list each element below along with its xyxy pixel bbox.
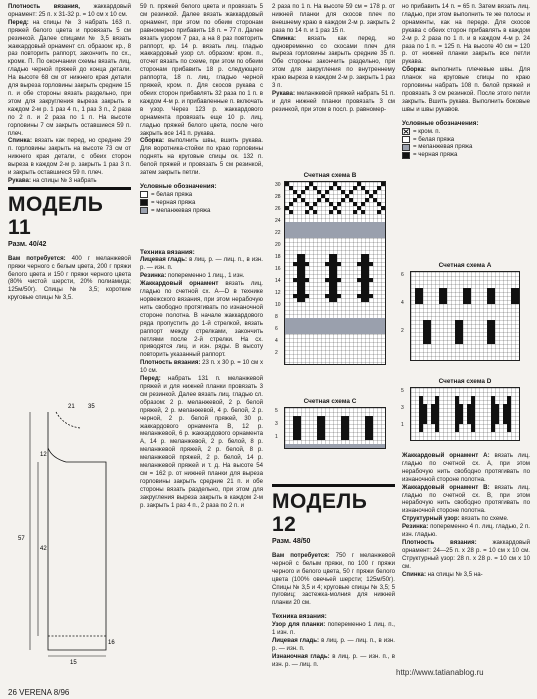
legend-item-edge: = кром. п. [402, 128, 530, 136]
chart-cell [361, 202, 365, 206]
chart-row-label: 28 [275, 194, 281, 200]
chart-row-label: 8 [275, 314, 278, 320]
paragraph-structure: Структурный узор: вязать по схеме. [402, 515, 509, 523]
chart-cell [423, 420, 427, 424]
paragraph-jacquard: Жаккардовый орнамент вязать лиц. гладью по счетной сх. А—D в технике норвежского вязания, при этом нерабочую нить свободно протягивать по изнаночной стороне полотна. В начале жаккардового ряда пропустить до 1-й стрелкой, вязать раппорт между стрелками, закончить петлями после 2-й стрелки. На сх. приводятся лиц. и изн. ряды. В высоту повторить указанный раппорт. [140, 280, 263, 359]
chart-cell [365, 298, 369, 302]
chart-cell [515, 300, 519, 304]
legend-item-black-12: = черная пряжа [402, 151, 530, 159]
chart-b-grid [275, 181, 386, 365]
white-swatch-icon [402, 136, 410, 143]
chart-row-label: 14 [275, 278, 281, 284]
column-4-lower [402, 452, 530, 579]
column-4 [402, 3, 530, 159]
chart-cell [369, 278, 373, 282]
chart-cell [491, 428, 495, 432]
pattern-label-width: 15 [70, 660, 77, 666]
paragraph-front-11: Перед: набрать 131 п. меланжевой пряжей и для нижней планки провязать 3 см резинкой. Далее вязать лиц. гладью сл. образом: 2 р. меланжевой, 2 р. белой пряжей, 2 р. меланжевой, 4 р. белой, 2 р. черной, 2 р. белой пряжей, 30 р. жаккардового орнамента В, 12 р. меланжевой, 6 р. жаккардового орнамента А, 14 р. меланжевой, 2 р. белой, 8 р. меланжевой пряжей, 2 р. белой, 8 р. меланжевой пряжей, 2 р. белой, 14 р. меланжевой пряжей и т. д. На высоте 54 см = 162 р. от нижней планки для выреза горловины закрыть средние 21 п. и обе стороны вязать раздельно, при этом для закругления выреза закрыть в каждом 2-м р. закрыть 1 раз 4 п., 2 раза по 2 п. и [140, 375, 263, 509]
chart-row-label: 4 [401, 300, 404, 306]
paragraph-band: Узор для планки: попеременно 1 лиц. п., 1 изн. п. [272, 621, 395, 637]
chart-cell [459, 420, 463, 424]
paragraph-density: Плотность вязания, жаккардовый орнамент: 25 п. x 31-32 р. = 10 см x 10 см. [8, 3, 131, 18]
chart-cell [297, 436, 301, 440]
chart-cell [305, 294, 309, 298]
pattern-neckline [56, 412, 80, 428]
chart-cell [369, 436, 373, 440]
chart-cell [495, 420, 499, 424]
chart-cell [337, 202, 341, 206]
paragraph-stockinette-12: Лицевая гладь: в лиц. р. — лиц. п., в изн. р. — изн. п. [272, 636, 395, 652]
page-footer: 26 VERENA 8/96 [8, 688, 70, 697]
pattern-label-armhole: 12 [40, 452, 47, 458]
model-11-title: МОДЕЛЬ 11 [8, 187, 131, 239]
chart-cell [491, 340, 495, 344]
edge-stitch-icon [402, 128, 410, 135]
chart-row-label: 22 [275, 230, 281, 236]
pattern-label-neck: 21 [68, 404, 75, 410]
chart-row-label: 26 [275, 206, 281, 212]
chart-row-label: 2 [275, 350, 278, 356]
chart-row-label: 24 [275, 218, 281, 224]
column-2 [140, 3, 263, 509]
chart-cell [507, 428, 511, 432]
chart-cell [305, 210, 309, 214]
paragraph-rib: Резинка: попеременно 1 лиц., 1 изн. [140, 272, 245, 280]
chart-row-label: 10 [275, 302, 281, 308]
chart-cell [381, 182, 385, 186]
pattern-front-outline [48, 412, 106, 650]
chart-row-label: 5 [401, 388, 404, 394]
chart-cell [381, 234, 385, 238]
paragraph-front: Перед: на спицы № 3 набрать 163 п. пряжей белого цвета и провязать 5 см резинкой. Далее спицами № 3,5 вязать жаккардовый орнамент сл. образом: кр., 8 раз повторить раппорт, закончить по сх., кромк. П. По окончании схемы вязать лиц. гладью черной пряжей до конца детали. На высоте 68 см от нижнего края детали для выреза горловины закрыть средние 15 п. и обе стороны вязать раздельно, при этом для закругления выреза закрыть в каждом 2-м р. 1 раз 4 п., 1 раз 3 п., 2 раза по 2 п. и 2 раза по 1 п. На высоте горловины 7 см закрыть оставшиеся 59 п. плеч. [8, 18, 131, 137]
chart-cell [305, 278, 309, 282]
legend-item-black: = черная пряжа [140, 199, 263, 207]
chart-a [400, 262, 530, 361]
white-swatch-icon [140, 191, 148, 198]
paragraph-jacquard-b: Жаккардовый орнамент В: вязать лиц. гладью по счетной сх. В, при этом нерабочую нить свободно протягивать по изнаночной стороне полотна. [402, 483, 530, 515]
chart-cell [337, 210, 341, 214]
chart-row-label: 6 [401, 272, 404, 278]
chart-cell [381, 444, 385, 448]
paragraph-back-12: Спинка: на спицы № 3,5 на- [402, 570, 483, 578]
chart-cell [337, 278, 341, 282]
technique-title-11: Техника вязания: [140, 248, 195, 256]
chart-cell [321, 436, 325, 440]
chart-cell [333, 298, 337, 302]
chart-cell [435, 428, 439, 432]
paragraph-assembly-12: Сборка: выполнить плечевые швы. Для планок на круговые спицы по краю горловины набрать 108 п. белой пряжей и провязать 3 см резинкой. После этого петли закрыть. Вшить рукава. Выполнить боковые швы и швы рукавов. [402, 66, 530, 113]
legend-item-melange-12: = меланжевая пряжа [402, 143, 530, 151]
chart-row-label: 3 [401, 405, 404, 411]
paragraph-sleeves-cont: 59 п. пряжей белого цвета и провязать 5 см резинкой. Далее вязать жаккардовый орнамент, при этом по обеим сторонам равномерно прибавить 18 п. = 77 п. Далее вязать узором 7 раз, а на 8 раз повторить раппорт, кр. 14 р. вязать лиц. гладью жаккардовый узор сл. образом: кром. п., отсчет вязать по схеме, при этом по обеим сторонам прибавить 18 р. следующего раппорта, 18 п. лиц. гладью черной пряжей, кром. п. Для скосов рукава с обеих сторон прибавлять 32 раза по 1 п. в каждом 4-м р. и прибавленные п. включать в узор. Через 123 р. жаккардового орнамента провязать еще 10 р. лиц. гладью пряжей белого цвета, после чего закрыть все 141 п. рукава. [140, 3, 263, 137]
column-3 [272, 3, 395, 114]
chart-cell [443, 300, 447, 304]
chart-cell [305, 186, 309, 190]
paragraph-sleeves: Рукава: на спицы № 3 набрать [8, 176, 97, 184]
melange-swatch-icon [140, 207, 148, 214]
paragraph-rib-12: Резинка: попеременно 4 п. лиц. гладью, 2 п. изн. гладью. [402, 523, 530, 539]
chart-cell [427, 340, 431, 344]
chart-cell [329, 186, 333, 190]
chart-cell [301, 298, 305, 302]
chart-cell [377, 186, 381, 190]
chart-cell [381, 330, 385, 334]
chart-cell [381, 206, 385, 210]
chart-cell [353, 210, 357, 214]
chart-cell [455, 428, 459, 432]
paragraph-materials-11: Вам потребуется: 400 г меланжевой пряжи черного с белым цвета, 200 г пряжи белого цвета и 150 г пряжи черного цвета (80% чистой шерсти, 20% полиамида; 125м/50г). Спицы № 3,5; короткие круговые спицы № 3,5. [8, 254, 131, 302]
legend-title-11: Условные обозначения: [140, 182, 217, 190]
chart-row-label: 16 [275, 266, 281, 272]
model-12-title: МОДЕЛЬ 12 [272, 484, 395, 536]
paragraph-back: Спинка: вязать как перед, но средние 29 п. горловины закрыть на высоте 73 см от нижнего края детали, с обеих сторон выреза в каждом 2-м р. закрыть 1 раз 3 п. и закрыть оставшиеся 59 п. плеч. [8, 137, 131, 177]
paragraph-assembly-11: Сборка: выполнить швы, вшить рукава. Для воротника-стойки по краю горловины поднять на круговые спицы ок. 132 п. белой пряжей и провязать 5 см резинкой, затем закрыть петли. [140, 137, 263, 177]
chart-cell [313, 210, 317, 214]
chart-row-label: 1 [275, 434, 278, 440]
chart-cell [305, 262, 309, 266]
pattern-label-body: 42 [40, 546, 47, 552]
chart-cell [337, 262, 341, 266]
chart-cell [313, 202, 317, 206]
technique-title-12: Техника вязания: [272, 613, 327, 621]
chart-c-grid [275, 407, 386, 449]
paragraph-reverse-stockinette: Изнаночная гладь: в лиц. р. — изн. п., в изн. р. — лиц. п. [272, 652, 395, 668]
chart-row-label: 18 [275, 254, 281, 260]
legend-item-melange: = меланжевая пряжа [140, 207, 263, 215]
chart-d-title: Счетная схема D [438, 378, 492, 385]
model-12-size: Разм. 48/50 [272, 538, 311, 545]
paragraph-stockinette: Лицевая гладь: в лиц. р. — лиц. п., в изн. р. — изн. п. [140, 256, 263, 272]
chart-cell [369, 262, 373, 266]
chart-cell [369, 294, 373, 298]
chart-a-grid [401, 271, 520, 361]
chart-row-label: 4 [275, 338, 278, 344]
black-swatch-icon [402, 152, 410, 159]
chart-row-label: 5 [275, 408, 278, 414]
melange-swatch-icon [402, 144, 410, 151]
chart-cell [289, 202, 293, 206]
model-11-size: Разм. 40/42 [8, 240, 47, 248]
chart-cell [329, 210, 333, 214]
chart-row-label: 20 [275, 242, 281, 248]
chart-row-label: 1 [401, 422, 404, 428]
chart-cell [345, 436, 349, 440]
chart-d-grid [401, 387, 520, 441]
chart-cell [337, 294, 341, 298]
chart-cell [419, 428, 423, 432]
paragraph-density-12: Плотность вязания: жаккардовый орнамент: 24—25 п. x 28 р. = 10 см x 10 см. Структурный узор: 28 п. x 28 р. = 10 см x 10 см. [402, 538, 531, 570]
chart-cell [377, 210, 381, 214]
chart-cell [289, 210, 293, 214]
paragraph-back-11: Спинка: вязать как перед, но одновременно со скосами плеч для выреза горловины закрыть средние 35 п. Обе стороны закончить раздельно, при этом для закругления по внутреннему краю выреза в каждом 2-м р. закрыть 1 раз 3 п. [272, 34, 395, 90]
chart-cell [349, 190, 353, 194]
chart-row-label: 6 [275, 326, 278, 332]
paragraph-materials-12: Вам потребуется: 750 г меланжевой черной с белым пряжи, по 100 г пряжи черного и белого цвета, 50 г пряжи белого цвета (100% овечьей шерсти; 125м/50г). Спицы № 3,5 и 4; круговые спицы № 3,5; 5 пуговиц; застежка-молния для нижней планки 20 см. [272, 551, 395, 607]
chart-cell [341, 198, 345, 202]
chart-cell [353, 186, 357, 190]
chart-row-label: 30 [275, 182, 281, 188]
pattern-label-height: 57 [18, 536, 25, 542]
column-1 [8, 3, 131, 302]
paragraph-sleeves-11: Рукава: меланжевой пряжей набрать 51 п. и для нижней планки провязать 3 см резинкой, при этом в посл. р. равномер- [272, 89, 395, 113]
paragraph-density-11: Плотность вязания: 23 п. x 30 р. = 10 см x 10 см. [140, 359, 263, 375]
legend-title-12: Условные обозначения: [402, 119, 479, 127]
watermark: http://www.tatianablog.ru [396, 668, 484, 677]
chart-row-label: 3 [275, 421, 278, 427]
chart-cell [301, 190, 305, 194]
chart-cell [325, 190, 329, 194]
chart-cell [467, 300, 471, 304]
pattern-label-rib: 16 [108, 640, 115, 646]
chart-cell [491, 300, 495, 304]
column-3-lower [272, 482, 395, 669]
chart-cell [293, 198, 297, 202]
sweater-pattern-diagram [8, 400, 133, 666]
chart-b [270, 172, 390, 365]
black-swatch-icon [140, 199, 148, 206]
chart-cell [373, 190, 377, 194]
chart-a-title: Счетная схема А [438, 262, 492, 269]
chart-b-title: Счетная схема В [303, 172, 357, 179]
pattern-label-shoulder: 35 [88, 404, 95, 410]
chart-cell [365, 198, 369, 202]
chart-cell [361, 210, 365, 214]
chart-row-label: 2 [401, 328, 404, 334]
chart-cell [459, 340, 463, 344]
paragraph-sleeves-12-cont: но прибавить 14 п. = 65 п. Затем вязать лиц. гладью, при этом выполнить те же полосы и орнаменты, как на переде. Для скосов рукава с обеих сторон прибавлять в каждом 2-м р. 2 раза по 1 п. и в каждом 4-м р. 24 раза по 1 п. = 125 п. На высоте 40 см = 120 р. от нижней планки закрыть все петли рукава. [402, 3, 530, 66]
chart-cell [317, 198, 321, 202]
legend-item-white-12: = белая пряжа [402, 136, 530, 144]
chart-c-title: Счетная схема С [303, 398, 357, 405]
paragraph-jacquard-a: Жаккардовый орнамент А: вязать лиц. гладью по счетной сх. А, при этом нерабочую нить свободно протягивать по изнаночной стороне полотна. [402, 452, 530, 483]
chart-c [270, 398, 390, 449]
chart-d [400, 378, 530, 441]
chart-cell [471, 428, 475, 432]
chart-cell [419, 300, 423, 304]
chart-row-label: 12 [275, 290, 281, 296]
legend-item-white: = белая пряжа [140, 191, 263, 199]
paragraph-front-cont: 2 раза по 1 п. На высоте 59 см = 178 р. от нижней планки для скосов плеч по внешнему краю в каждом 2-м р. закрыть 2 раза по 14 п. и 1 раз 15 п. [272, 3, 395, 34]
